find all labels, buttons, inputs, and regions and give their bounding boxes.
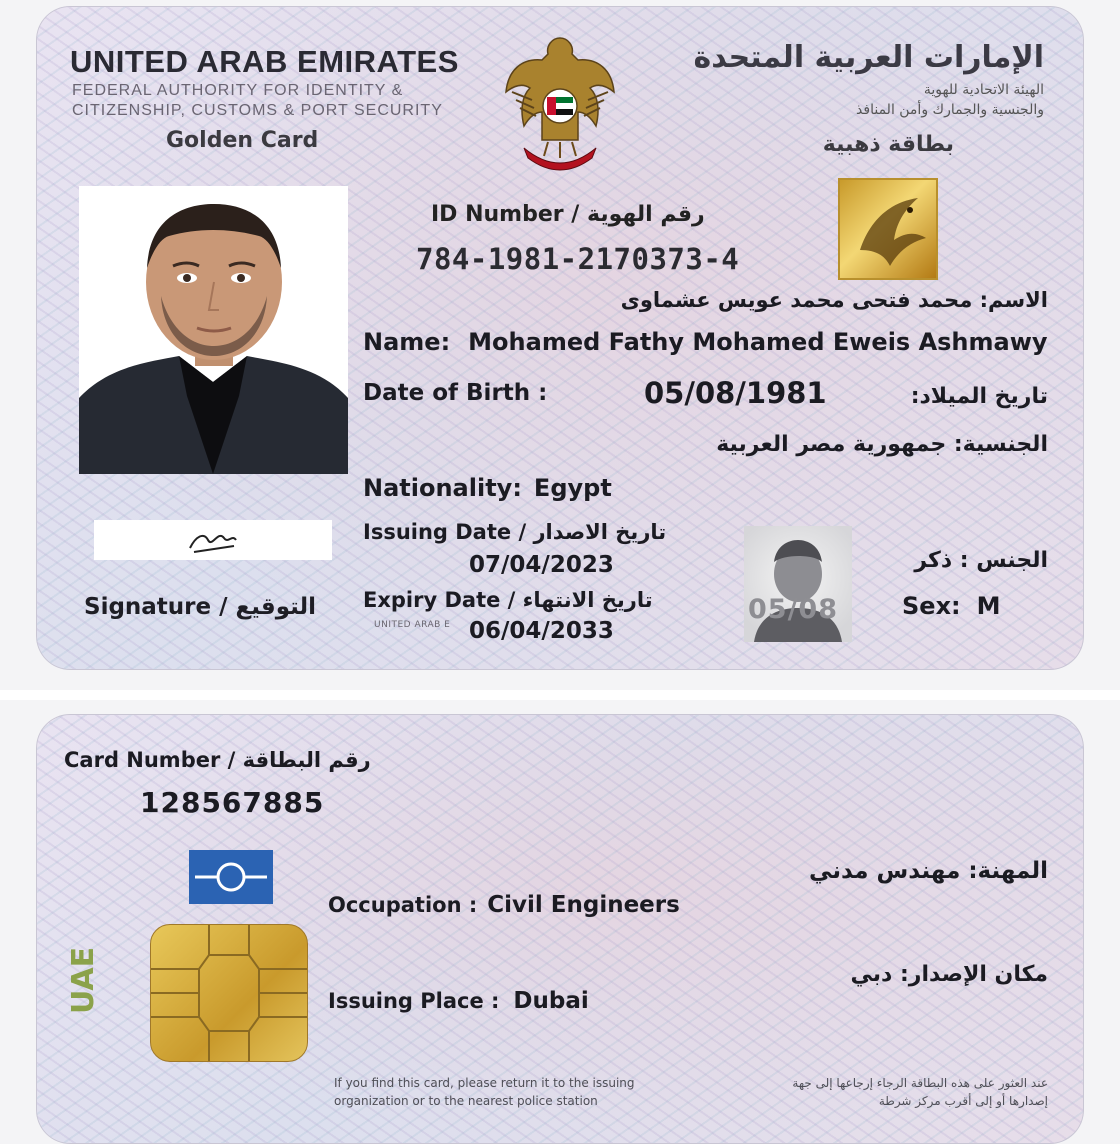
issuing-place-row bbox=[328, 988, 589, 1014]
microtext: UNITED ARAB E bbox=[374, 620, 451, 630]
ar-card-type: بطاقة ذهبية bbox=[822, 132, 954, 157]
contactless-flag-icon bbox=[189, 850, 273, 904]
sex-label: Sex: bbox=[902, 592, 961, 620]
ar-subtitle-line2: والجنسية والجمارك وأمن المنافذ bbox=[856, 102, 1044, 118]
nationality-arabic: الجنسية: جمهورية مصر العربية bbox=[716, 432, 1048, 457]
nationality-value: Egypt bbox=[533, 474, 612, 502]
sex-arabic: الجنس : ذكر bbox=[914, 548, 1048, 573]
smart-chip-icon bbox=[150, 924, 308, 1062]
expiry-date-value: 06/04/2033 bbox=[469, 618, 614, 644]
issuing-date-label: Issuing Date / تاريخ الاصدار bbox=[363, 520, 667, 544]
card-front bbox=[36, 6, 1084, 670]
issuing-place-arabic: مكان الإصدار: دبي bbox=[850, 962, 1048, 987]
ar-title: الإمارات العربية المتحدة bbox=[693, 40, 1044, 75]
golden-falcon-hologram-icon bbox=[838, 178, 938, 280]
occupation-value: Civil Engineers bbox=[487, 892, 680, 918]
issuing-place-label: Issuing Place : bbox=[328, 989, 500, 1013]
ghost-date: 05/08 bbox=[748, 594, 839, 625]
dob-label-arabic: تاريخ الميلاد: bbox=[910, 384, 1048, 409]
signature-icon bbox=[94, 520, 332, 560]
en-title: UNITED ARAB EMIRATES bbox=[70, 44, 459, 79]
name-row bbox=[363, 328, 1048, 356]
notice-ar-line1: عند العثور على هذه البطاقة الرجاء إرجاعها إلى جهة bbox=[792, 1076, 1048, 1090]
sex-row bbox=[902, 592, 1001, 620]
issuing-place-value: Dubai bbox=[513, 988, 589, 1014]
signature-box bbox=[94, 520, 332, 560]
return-notice-arabic bbox=[708, 1074, 1048, 1110]
card-divider bbox=[0, 690, 1120, 700]
dob-label: Date of Birth : bbox=[363, 380, 548, 406]
occupation-row bbox=[328, 892, 680, 918]
occupation-label: Occupation : bbox=[328, 893, 478, 917]
uae-emblem-icon bbox=[502, 30, 618, 180]
return-notice-english bbox=[334, 1074, 694, 1110]
card-back bbox=[36, 714, 1084, 1144]
nationality-row bbox=[363, 474, 612, 502]
issuing-date-value: 07/04/2023 bbox=[469, 552, 614, 578]
ar-subtitle-line1: الهيئة الاتحادية للهوية bbox=[923, 82, 1044, 98]
nationality-label: Nationality: bbox=[363, 474, 522, 502]
en-subtitle-line2: CITIZENSHIP, CUSTOMS & PORT SECURITY bbox=[72, 102, 443, 119]
dob-value: 05/08/1981 bbox=[644, 376, 827, 410]
card-number-label: Card Number / رقم البطاقة bbox=[64, 748, 371, 772]
uae-side-text: UAE bbox=[66, 946, 101, 1014]
notice-en-line1: If you find this card, please return it to the issuing bbox=[334, 1076, 635, 1090]
occupation-arabic: المهنة: مهندس مدني bbox=[809, 858, 1048, 884]
notice-ar-line2: إصدارها أو إلى أقرب مركز شرطة bbox=[878, 1094, 1048, 1108]
holder-photo bbox=[79, 186, 348, 474]
signature-label: Signature / التوقيع bbox=[84, 594, 317, 620]
expiry-date-label: Expiry Date / تاريخ الانتهاء bbox=[363, 588, 653, 612]
card-number: 128567885 bbox=[140, 786, 325, 819]
sex-value: M bbox=[976, 592, 1001, 620]
notice-en-line2: organization or to the nearest police station bbox=[334, 1094, 598, 1108]
en-subtitle-line1: FEDERAL AUTHORITY FOR IDENTITY & bbox=[72, 82, 404, 99]
id-number-label: ID Number / رقم الهوية bbox=[431, 202, 705, 227]
name-arabic: الاسم: محمد فتحى محمد عويس عشماوى bbox=[620, 288, 1048, 312]
id-number: 784-1981-2170373-4 bbox=[416, 242, 740, 276]
name-value: Mohamed Fathy Mohamed Eweis Ashmawy bbox=[468, 328, 1048, 356]
en-card-type: Golden Card bbox=[166, 128, 319, 153]
name-label: Name: bbox=[363, 328, 451, 356]
